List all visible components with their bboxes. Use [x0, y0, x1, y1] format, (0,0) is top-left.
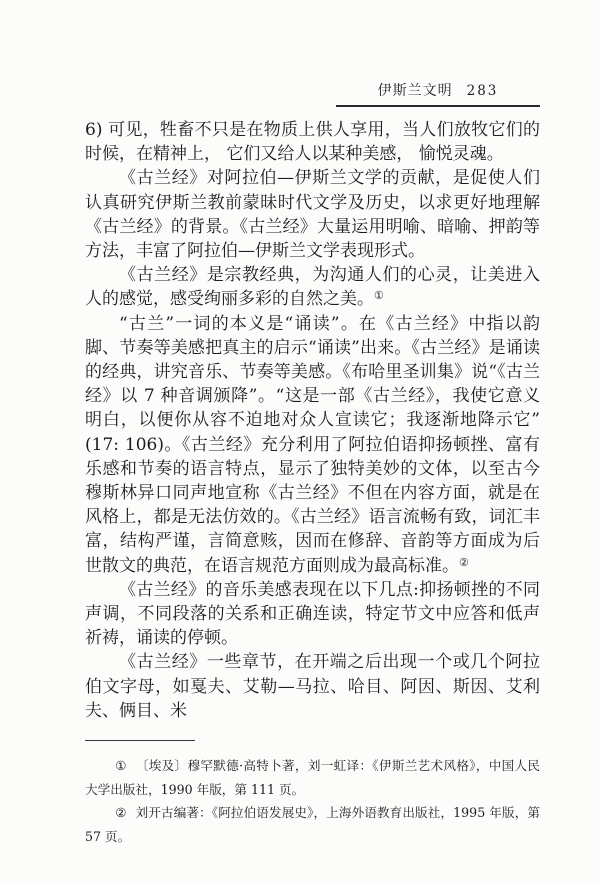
paragraph: 《古兰经》的音乐美感表现在以下几点:抑扬顿挫的不同声调，不同段落的关系和正确连读，特定节文中应答和低声祈祷，诵读的停顿。 — [85, 579, 540, 649]
running-head — [336, 80, 540, 107]
footnote-divider — [85, 740, 195, 741]
page-number: 283 — [466, 83, 499, 99]
body-text — [85, 118, 540, 723]
paragraph-continuation: 6) 可见，牲畜不只是在物质上供人享用，当人们放牧它们的时候，在精神上， 它们又给人以某种美感， 愉悦灵魂。 — [85, 120, 540, 165]
paragraph: 《古兰经》是宗教经典，为沟通人们的心灵，让美进入人的感觉，感受绚丽多彩的自然之美。① — [85, 265, 540, 310]
footnotes — [85, 754, 540, 848]
footnote-text: 刘开古编著：《阿拉伯语发展史》，上海外语教育出版社，1995 年版，第 57 页。 — [85, 805, 540, 844]
paragraph: 《古兰经》对阿拉伯—伊斯兰文学的贡献，是促使人们认真研究伊斯兰教前蒙昧时代文学及历史，以求更好地理解《古兰经》的背景。《古兰经》大量运用明喻、暗喻、押韵等方法，丰富了阿拉伯—伊斯兰文学表现形式。 — [85, 168, 540, 262]
footnote-marker: ② — [115, 805, 127, 821]
footnote-marker: ① — [115, 758, 127, 774]
footnote-text: 〔埃及〕穆罕默德·高特卜著，刘一虹译：《伊斯兰艺术风格》，中国人民大学出版社，1990 年版，第 111 页。 — [85, 758, 541, 797]
running-head-title: 伊斯兰文明 — [377, 83, 453, 99]
footnote-1 — [85, 754, 540, 801]
paragraph: “古兰”一词的本义是“诵读”。在《古兰经》中指以韵脚、节奏等美感把真主的启示“诵读”出来。《古兰经》是诵读的经典，讲究音乐、节奏等美感。《布哈里圣训集》说“《古兰经》以 7 种音调颁降”。“这是一部《古兰经》，我使它意义明白，以便你从容不迫地对众人宣读它；我逐渐地降示它”(17: 106)。《古兰经》充分利用了阿拉伯语抑扬顿挫、富有乐感和节奏的语言特点，显示了独特美妙的文体，以至古今穆斯林异口同声地宣称《古兰经》不但在内容方面，就是在风格上，都是无法仿效的。《古兰经》语言流畅有致，词汇丰富，结构严谨，言简意赅，因而在修辞、音韵等方面成为后世散文的典范，在语言规范方面则成为最高标准。② — [85, 313, 540, 576]
footnote-2 — [85, 801, 540, 848]
paragraph: 《古兰经》一些章节，在开端之后出现一个或几个阿拉伯文字母，如戛夫、艾勒—马拉、哈目、阿因、斯因、艾利夫、俩目、米 — [85, 652, 540, 721]
